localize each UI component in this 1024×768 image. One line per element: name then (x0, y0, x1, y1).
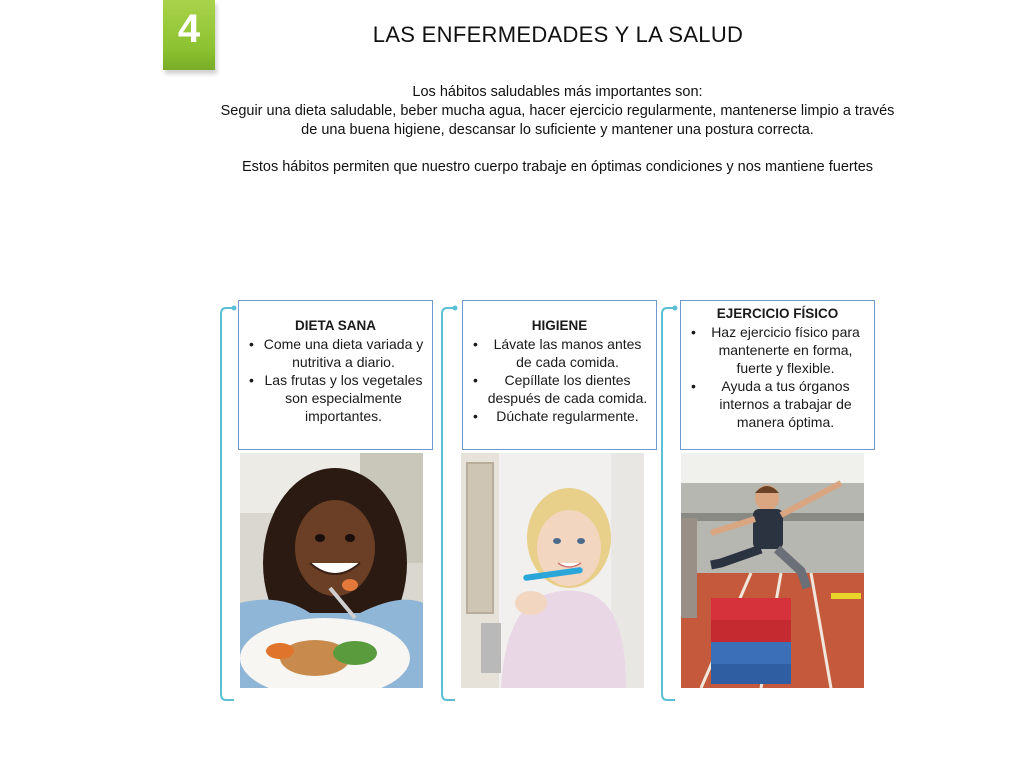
card-list (689, 323, 866, 431)
chapter-badge (163, 0, 215, 70)
card-list (471, 335, 648, 425)
bracket-connector-1 (216, 302, 238, 706)
intro-line-3: Estos hábitos permiten que nuestro cuerpo trabaje en óptimas condiciones y nos mantiene fuertes (241, 159, 874, 175)
chapter-number: 4 (177, 7, 201, 51)
card-title: HIGIENE (531, 318, 588, 333)
card-list-item: • Las frutas y los vegetales son especialmente importantes. (247, 371, 424, 425)
card-title: DIETA SANA (295, 318, 376, 333)
card-list-item: • Ayuda a tus órganos internos a trabajar de manera óptima. (689, 377, 866, 431)
photo-girl-eating (240, 453, 423, 688)
intro-text (215, 83, 900, 177)
card-list-item: • Lávate las manos antes de cada comida. (471, 335, 648, 371)
bracket-connector-2 (437, 302, 459, 706)
card-ejercicio-fisico (680, 300, 875, 450)
photo-boy-jumping (681, 453, 864, 688)
card-list-item: • Haz ejercicio físico para mantenerte en forma, fuerte y flexible. (689, 323, 866, 377)
card-list-item: • Cepíllate los dientes después de cada comida. (471, 371, 648, 407)
card-list (247, 335, 424, 425)
card-higiene (462, 300, 657, 450)
intro-line-2: Seguir una dieta saludable, beber mucha agua, hacer ejercicio regularmente, mantenerse limpio a través de una buena higiene, descansar lo suficiente y mantener una postura correcta. (220, 103, 895, 138)
photo-girl-brushing-teeth (461, 453, 644, 688)
card-title: EJERCICIO FÍSICO (716, 306, 839, 321)
intro-line-1: Los hábitos saludables más importantes son: (412, 84, 703, 100)
card-list-item: • Come una dieta variada y nutritiva a diario. (247, 335, 424, 371)
page-title: LAS ENFERMEDADES Y LA SALUD (372, 22, 744, 47)
bracket-connector-3 (657, 302, 679, 706)
card-dieta-sana (238, 300, 433, 450)
card-list-item: • Dúchate regularmente. (471, 407, 648, 425)
